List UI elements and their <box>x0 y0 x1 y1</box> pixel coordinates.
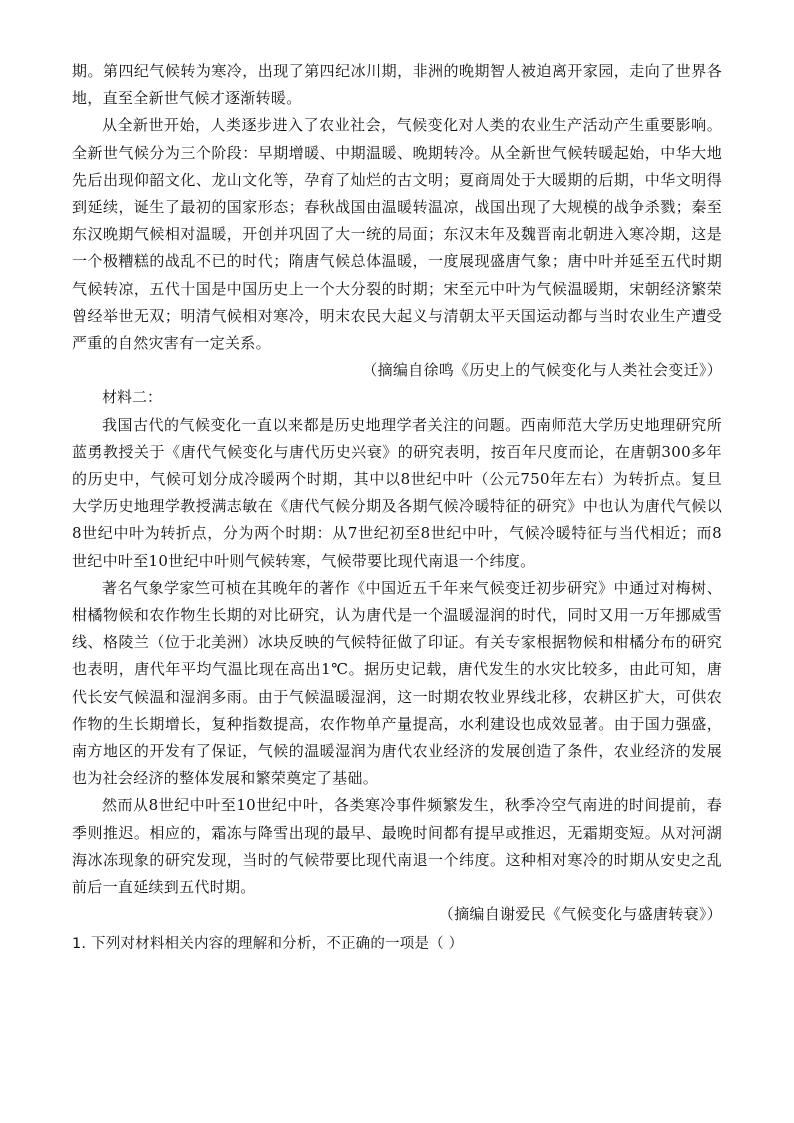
document-page <box>72 58 722 958</box>
paragraph-holocene-climate: 从全新世开始，人类逐步进入了农业社会，气候变化对人类的农业生产活动产生重要影响。全新世气候分为三个阶段：早期增暖、中期温暖、晚期转冷。从全新世气候转暖起始，中华大地先后出现仰韶文化、龙山文化等，孕育了灿烂的古文明；夏商周处于大暖期的后期，中华文明得到延续，诞生了最初的国家形态；春秋战国由温暖转温凉，战国出现了大规模的战争杀戮；秦至东汉晚期气候相对温暖，开创并巩固了大一统的局面；东汉末年及魏晋南北朝进入寒冷期，这是一个极糟糕的战乱不已的时代；隋唐气候总体温暖，一度展现盛唐气象；唐中叶并延至五代时期气候转凉，五代十国是中国历史上一个大分裂的时期；宋至元中叶为气候温暖期，宋朝经济繁荣曾经举世无双；明清气候相对寒冷，明末农民大起义与清朝太平天国运动都与当时农业生产遭受严重的自然灾害有一定关系。 <box>72 116 722 353</box>
source-citation-material-one: （摘编自徐鸣《历史上的气候变化与人类社会变迁》） <box>362 361 722 380</box>
paragraph-tang-climate-research: 我国古代的气候变化一直以来都是历史地理学者关注的问题。西南师范大学历史地理研究所蓝勇教授关于《唐代气候变化与唐代历史兴衰》的研究表明，按百年尺度而论，在唐朝300多年的历史中，气候可划分成冷暖两个时期，其中以8世纪中叶（公元750年左右）为转折点。复旦大学历史地理学教授满志敏在《唐代气候分期及各期气候冷暖特征的研究》中也认为唐代气候以8世纪中叶为转折点，分为两个时期：从7世纪初至8世纪中叶，气候冷暖特征与当代相近；而8世纪中叶至10世纪中叶则气候转寒，气候带要比现代南退一个纬度。 <box>72 415 722 570</box>
source-citation-material-two: （摘编自谢爱民《气候变化与盛唐转衰》） <box>438 905 722 924</box>
paragraph-cold-events: 然而从8世纪中叶至10世纪中叶，各类寒冷事件频繁发生，秋季冷空气南进的时间提前，春季则推迟。相应的，霜冻与降雪出现的最早、最晚时间都有提早或推迟，无霜期变短。从对河湖海冰冻现象的研究发现，当时的气候带要比现代南退一个纬度。这种相对寒冷的时期从安史之乱前后一直延续到五代时期。 <box>72 796 722 897</box>
paragraph-continuation: 期。第四纪气候转为寒冷，出现了第四纪冰川期，非洲的晚期智人被迫离开家园，走向了世界各地，直至全新世气候才逐渐转暖。 <box>72 62 722 108</box>
material-two-label: 材料二： <box>102 388 163 407</box>
paragraph-zhu-kezhen-study: 著名气象学家竺可桢在其晚年的著作《中国近五千年来气候变迁初步研究》中通过对梅树、柑橘物候和农作物生长期的对比研究，认为唐代是一个温暖湿润的时代，同时又用一万年挪威雪线、格陵兰（位于北美洲）冰块反映的气候特征做了印证。有关专家根据物候和柑橘分布的研究也表明，唐代年平均气温比现在高出1℃。据历史记载，唐代发生的水灾比较多，由此可知，唐代长安气候温和湿润多雨。由于气候温暖湿润，这一时期农牧业界线北移，农耕区扩大，可供农作物的生长期增长，复种指数提高，农作物单产量提高，水利建设也成效显著。由于国力强盛，南方地区的开发有了保证，气候的温暖湿润为唐代农业经济的发展创造了条件，农业经济的发展也为社会经济的整体发展和繁荣奠定了基础。 <box>72 578 722 788</box>
question-1-stem: 1. 下列对材料相关内容的理解和分析，不正确的一项是（ ） <box>72 935 464 952</box>
